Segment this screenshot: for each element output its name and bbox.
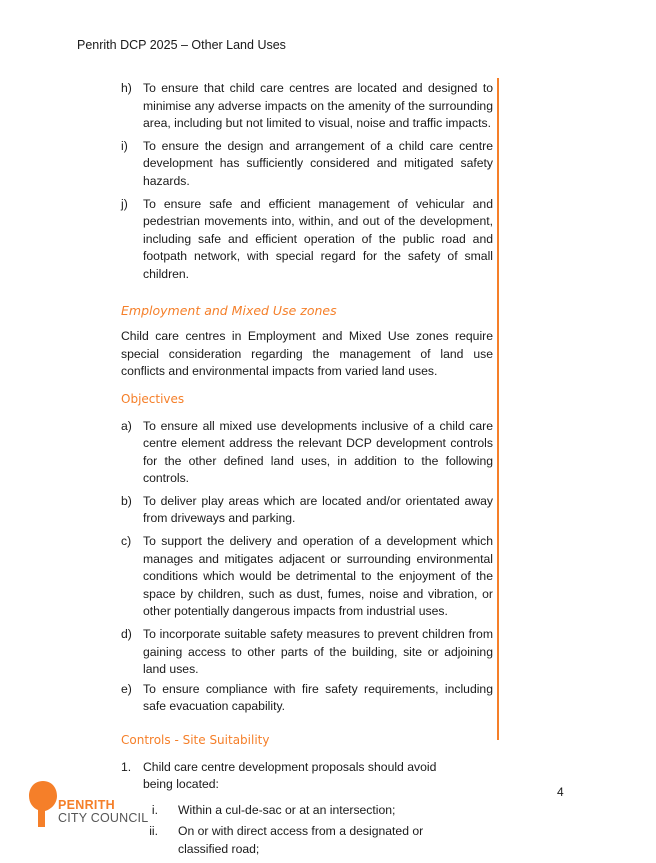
page-content <box>121 80 493 863</box>
list-text: To support the delivery and operation of a development which manages and mitigates adjacent or surrounding environmental conditions which would be detrimental to the enjoyment of the space by children, such as dust, fumes, noise and vibration, or other potentially dangerous impacts from industrial uses. <box>143 534 493 619</box>
sub-list-text: Within a cul-de-sac or at an intersection; <box>178 802 396 817</box>
list-item <box>121 533 493 621</box>
list-marker: 1. <box>121 759 132 774</box>
list-marker: j) <box>121 196 128 211</box>
list-item <box>121 493 493 528</box>
logo-mark-icon <box>28 780 58 828</box>
list-marker: a) <box>121 418 132 433</box>
list-marker: c) <box>121 534 132 549</box>
list-marker: h) <box>121 81 132 95</box>
list-marker: d) <box>121 627 132 642</box>
sub-list-item <box>121 802 493 820</box>
list-item <box>121 418 493 488</box>
list-text: To ensure safe and efficient management of vehicular and pedestrian movements into, within, and out of the development, including safe and efficient operation of the public road and footpath network, with special regard for the safety of small children. <box>143 196 493 281</box>
list-item <box>121 681 493 716</box>
controls-heading: Controls - Site Suitability <box>121 733 270 747</box>
list-item <box>121 626 493 679</box>
list-item <box>121 80 493 133</box>
sub-list <box>121 802 493 859</box>
objectives-heading: Objectives <box>121 391 185 406</box>
list-text: To ensure all mixed use developments inclusive of a child care centre element address the relevant DCP development controls for the other defined land uses, in addition to the following controls. <box>143 418 493 486</box>
objectives-continued-list <box>121 80 493 284</box>
list-marker: e) <box>121 681 132 696</box>
sub-list-marker: i. <box>151 802 158 817</box>
page-header: Penrith DCP 2025 – Other Land Uses <box>77 38 286 52</box>
sub-list-text: On or with direct access from a designated or classified road; <box>178 824 424 856</box>
sub-list-item <box>121 823 493 858</box>
list-marker: i) <box>121 138 128 153</box>
logo-line-penrith: PENRITH <box>58 798 115 812</box>
list-item <box>121 196 493 284</box>
list-text: To ensure the design and arrangement of a child care centre development has sufficiently considered and mitigated safety hazards. <box>143 138 493 188</box>
list-item <box>121 138 493 191</box>
list-text: To deliver play areas which are located and/or orientated away from driveways and parking. <box>143 493 493 526</box>
sub-list-marker: ii. <box>149 824 158 839</box>
controls-list <box>121 759 493 859</box>
logo-wordmark <box>58 799 148 825</box>
margin-accent-bar <box>497 78 499 740</box>
objectives-list <box>121 418 493 717</box>
section-heading: Employment and Mixed Use zones <box>121 302 337 318</box>
list-text: To incorporate suitable safety measures to prevent children from gaining access to other parts of the building, site or adjoining land uses. <box>143 627 493 677</box>
list-text: To ensure that child care centres are located and designed to minimise any adverse impacts on the amenity of the surrounding area, including but not limited to visual, noise and traffic impacts. <box>143 81 493 131</box>
section-intro: Child care centres in Employment and Mixed Use zones require special consideration regarding the management of land use conflicts and environmental impacts from varied land uses. <box>121 329 493 379</box>
logo-line-city-council: CITY COUNCIL <box>58 811 149 825</box>
list-item <box>121 759 493 859</box>
page-number: 4 <box>557 785 564 799</box>
list-marker: b) <box>121 493 132 508</box>
list-text: To ensure compliance with fire safety requirements, including safe evacuation capability. <box>143 681 493 714</box>
list-text: Child care centre development proposals should avoid being located: <box>143 759 437 792</box>
